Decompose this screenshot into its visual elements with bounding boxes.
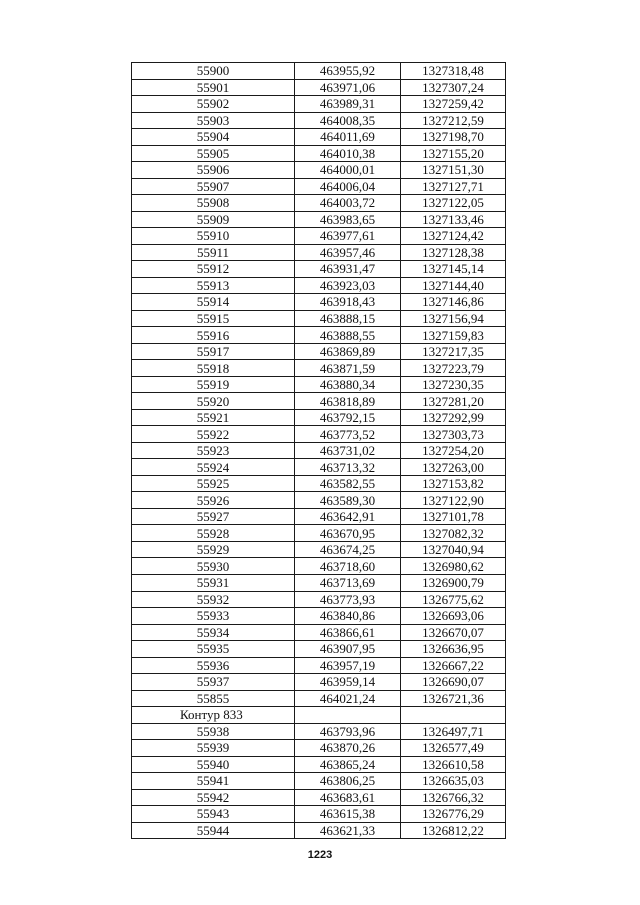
point-id-cell: 55927 [132, 508, 295, 525]
point-id-cell: 55923 [132, 442, 295, 459]
table-row [132, 525, 506, 542]
y-coordinate-cell: 1327263,00 [401, 459, 506, 476]
y-coordinate-cell: 1326690,07 [401, 674, 506, 691]
x-coordinate-cell: 463818,89 [295, 393, 401, 410]
empty-cell [295, 707, 401, 724]
x-coordinate-cell: 463642,91 [295, 508, 401, 525]
y-coordinate-cell: 1327254,20 [401, 442, 506, 459]
point-id-cell: 55938 [132, 723, 295, 740]
x-coordinate-cell: 464003,72 [295, 195, 401, 212]
y-coordinate-cell: 1326635,03 [401, 773, 506, 790]
table-row [132, 690, 506, 707]
y-coordinate-cell: 1327151,30 [401, 162, 506, 179]
point-id-cell: 55917 [132, 343, 295, 360]
x-coordinate-cell: 463918,43 [295, 294, 401, 311]
x-coordinate-cell: 463718,60 [295, 558, 401, 575]
point-id-cell: 55855 [132, 690, 295, 707]
x-coordinate-cell: 463957,46 [295, 244, 401, 261]
x-coordinate-cell: 463871,59 [295, 360, 401, 377]
y-coordinate-cell: 1326693,06 [401, 608, 506, 625]
x-coordinate-cell: 463869,89 [295, 343, 401, 360]
y-coordinate-cell: 1327307,24 [401, 79, 506, 96]
table-row [132, 409, 506, 426]
point-id-cell: 55912 [132, 261, 295, 278]
table-row [132, 162, 506, 179]
table-row [132, 442, 506, 459]
point-id-cell: 55902 [132, 96, 295, 113]
table-row [132, 492, 506, 509]
table-row [132, 277, 506, 294]
table-row [132, 459, 506, 476]
y-coordinate-cell: 1327128,38 [401, 244, 506, 261]
x-coordinate-cell: 463880,34 [295, 376, 401, 393]
x-coordinate-cell: 463957,19 [295, 657, 401, 674]
x-coordinate-cell: 463773,93 [295, 591, 401, 608]
point-id-cell: 55942 [132, 789, 295, 806]
x-coordinate-cell: 463959,14 [295, 674, 401, 691]
x-coordinate-cell: 463582,55 [295, 475, 401, 492]
table-row [132, 79, 506, 96]
table-row [132, 541, 506, 558]
x-coordinate-cell: 463713,69 [295, 574, 401, 591]
y-coordinate-cell: 1326667,22 [401, 657, 506, 674]
x-coordinate-cell: 464006,04 [295, 178, 401, 195]
point-id-cell: 55907 [132, 178, 295, 195]
y-coordinate-cell: 1327122,90 [401, 492, 506, 509]
coordinates-table-body [132, 63, 506, 839]
table-row [132, 475, 506, 492]
y-coordinate-cell: 1327259,42 [401, 96, 506, 113]
table-row [132, 822, 506, 839]
x-coordinate-cell: 463806,25 [295, 773, 401, 790]
point-id-cell: 55930 [132, 558, 295, 575]
y-coordinate-cell: 1326776,29 [401, 806, 506, 823]
point-id-cell: 55928 [132, 525, 295, 542]
point-id-cell: 55921 [132, 409, 295, 426]
point-id-cell: 55931 [132, 574, 295, 591]
table-row [132, 624, 506, 641]
table-row [132, 508, 506, 525]
point-id-cell: 55909 [132, 211, 295, 228]
table-row [132, 112, 506, 129]
x-coordinate-cell: 464021,24 [295, 690, 401, 707]
point-id-cell: 55933 [132, 608, 295, 625]
y-coordinate-cell: 1327159,83 [401, 327, 506, 344]
point-id-cell: 55904 [132, 129, 295, 146]
y-coordinate-cell: 1327127,71 [401, 178, 506, 195]
table-row [132, 195, 506, 212]
x-coordinate-cell: 463931,47 [295, 261, 401, 278]
x-coordinate-cell: 463989,31 [295, 96, 401, 113]
y-coordinate-cell: 1327040,94 [401, 541, 506, 558]
y-coordinate-cell: 1327156,94 [401, 310, 506, 327]
point-id-cell: 55908 [132, 195, 295, 212]
table-row [132, 261, 506, 278]
table-row [132, 674, 506, 691]
table-row [132, 228, 506, 245]
y-coordinate-cell: 1326721,36 [401, 690, 506, 707]
table-row [132, 773, 506, 790]
y-coordinate-cell: 1327155,20 [401, 145, 506, 162]
table-row [132, 393, 506, 410]
x-coordinate-cell: 463621,33 [295, 822, 401, 839]
x-coordinate-cell: 463683,61 [295, 789, 401, 806]
point-id-cell: 55913 [132, 277, 295, 294]
table-row [132, 376, 506, 393]
table-row [132, 211, 506, 228]
point-id-cell: 55901 [132, 79, 295, 96]
x-coordinate-cell: 463923,03 [295, 277, 401, 294]
x-coordinate-cell: 463792,15 [295, 409, 401, 426]
x-coordinate-cell: 463866,61 [295, 624, 401, 641]
x-coordinate-cell: 463977,61 [295, 228, 401, 245]
x-coordinate-cell: 463865,24 [295, 756, 401, 773]
table-row [132, 574, 506, 591]
section-label: Контур 833 [132, 707, 295, 724]
point-id-cell: 55944 [132, 822, 295, 839]
point-id-cell: 55918 [132, 360, 295, 377]
table-row [132, 608, 506, 625]
y-coordinate-cell: 1327133,46 [401, 211, 506, 228]
table-row [132, 641, 506, 658]
point-id-cell: 55939 [132, 740, 295, 757]
y-coordinate-cell: 1326980,62 [401, 558, 506, 575]
y-coordinate-cell: 1327122,05 [401, 195, 506, 212]
point-id-cell: 55920 [132, 393, 295, 410]
point-id-cell: 55911 [132, 244, 295, 261]
table-row [132, 740, 506, 757]
y-coordinate-cell: 1327303,73 [401, 426, 506, 443]
point-id-cell: 55914 [132, 294, 295, 311]
x-coordinate-cell: 464010,38 [295, 145, 401, 162]
point-id-cell: 55936 [132, 657, 295, 674]
point-id-cell: 55910 [132, 228, 295, 245]
empty-cell [401, 707, 506, 724]
x-coordinate-cell: 463971,06 [295, 79, 401, 96]
table-row [132, 360, 506, 377]
y-coordinate-cell: 1326497,71 [401, 723, 506, 740]
x-coordinate-cell: 463589,30 [295, 492, 401, 509]
y-coordinate-cell: 1327230,35 [401, 376, 506, 393]
point-id-cell: 55926 [132, 492, 295, 509]
y-coordinate-cell: 1327145,14 [401, 261, 506, 278]
y-coordinate-cell: 1327198,70 [401, 129, 506, 146]
point-id-cell: 55943 [132, 806, 295, 823]
table-row [132, 806, 506, 823]
section-header-row [132, 707, 506, 724]
point-id-cell: 55941 [132, 773, 295, 790]
table-row [132, 657, 506, 674]
point-id-cell: 55924 [132, 459, 295, 476]
table-row [132, 294, 506, 311]
table-row [132, 63, 506, 80]
table-row [132, 310, 506, 327]
x-coordinate-cell: 463674,25 [295, 541, 401, 558]
y-coordinate-cell: 1326812,22 [401, 822, 506, 839]
x-coordinate-cell: 463907,95 [295, 641, 401, 658]
x-coordinate-cell: 463888,15 [295, 310, 401, 327]
x-coordinate-cell: 463793,96 [295, 723, 401, 740]
y-coordinate-cell: 1327082,32 [401, 525, 506, 542]
y-coordinate-cell: 1327101,78 [401, 508, 506, 525]
y-coordinate-cell: 1327281,20 [401, 393, 506, 410]
x-coordinate-cell: 463713,32 [295, 459, 401, 476]
point-id-cell: 55925 [132, 475, 295, 492]
y-coordinate-cell: 1327144,40 [401, 277, 506, 294]
point-id-cell: 55905 [132, 145, 295, 162]
table-row [132, 129, 506, 146]
point-id-cell: 55919 [132, 376, 295, 393]
point-id-cell: 55906 [132, 162, 295, 179]
table-row [132, 591, 506, 608]
y-coordinate-cell: 1326577,49 [401, 740, 506, 757]
x-coordinate-cell: 463773,52 [295, 426, 401, 443]
table-row [132, 178, 506, 195]
x-coordinate-cell: 463670,95 [295, 525, 401, 542]
y-coordinate-cell: 1326610,58 [401, 756, 506, 773]
point-id-cell: 55934 [132, 624, 295, 641]
point-id-cell: 55915 [132, 310, 295, 327]
x-coordinate-cell: 464000,01 [295, 162, 401, 179]
y-coordinate-cell: 1327212,59 [401, 112, 506, 129]
x-coordinate-cell: 463615,38 [295, 806, 401, 823]
x-coordinate-cell: 463870,26 [295, 740, 401, 757]
table-row [132, 558, 506, 575]
point-id-cell: 55900 [132, 63, 295, 80]
y-coordinate-cell: 1326636,95 [401, 641, 506, 658]
y-coordinate-cell: 1326766,32 [401, 789, 506, 806]
x-coordinate-cell: 463888,55 [295, 327, 401, 344]
table-row [132, 789, 506, 806]
x-coordinate-cell: 463731,02 [295, 442, 401, 459]
y-coordinate-cell: 1327318,48 [401, 63, 506, 80]
point-id-cell: 55940 [132, 756, 295, 773]
point-id-cell: 55922 [132, 426, 295, 443]
point-id-cell: 55903 [132, 112, 295, 129]
x-coordinate-cell: 464011,69 [295, 129, 401, 146]
y-coordinate-cell: 1326775,62 [401, 591, 506, 608]
point-id-cell: 55929 [132, 541, 295, 558]
point-id-cell: 55932 [132, 591, 295, 608]
table-row [132, 723, 506, 740]
x-coordinate-cell: 464008,35 [295, 112, 401, 129]
table-row [132, 327, 506, 344]
y-coordinate-cell: 1327153,82 [401, 475, 506, 492]
table-row [132, 96, 506, 113]
x-coordinate-cell: 463983,65 [295, 211, 401, 228]
point-id-cell: 55937 [132, 674, 295, 691]
table-row [132, 244, 506, 261]
table-row [132, 426, 506, 443]
y-coordinate-cell: 1326670,07 [401, 624, 506, 641]
page-number: 1223 [307, 849, 333, 861]
table-row [132, 756, 506, 773]
y-coordinate-cell: 1327292,99 [401, 409, 506, 426]
y-coordinate-cell: 1327124,42 [401, 228, 506, 245]
coordinates-table [131, 62, 506, 839]
y-coordinate-cell: 1327217,35 [401, 343, 506, 360]
y-coordinate-cell: 1327223,79 [401, 360, 506, 377]
point-id-cell: 55935 [132, 641, 295, 658]
table-row [132, 145, 506, 162]
point-id-cell: 55916 [132, 327, 295, 344]
x-coordinate-cell: 463955,92 [295, 63, 401, 80]
y-coordinate-cell: 1327146,86 [401, 294, 506, 311]
table-row [132, 343, 506, 360]
y-coordinate-cell: 1326900,79 [401, 574, 506, 591]
x-coordinate-cell: 463840,86 [295, 608, 401, 625]
